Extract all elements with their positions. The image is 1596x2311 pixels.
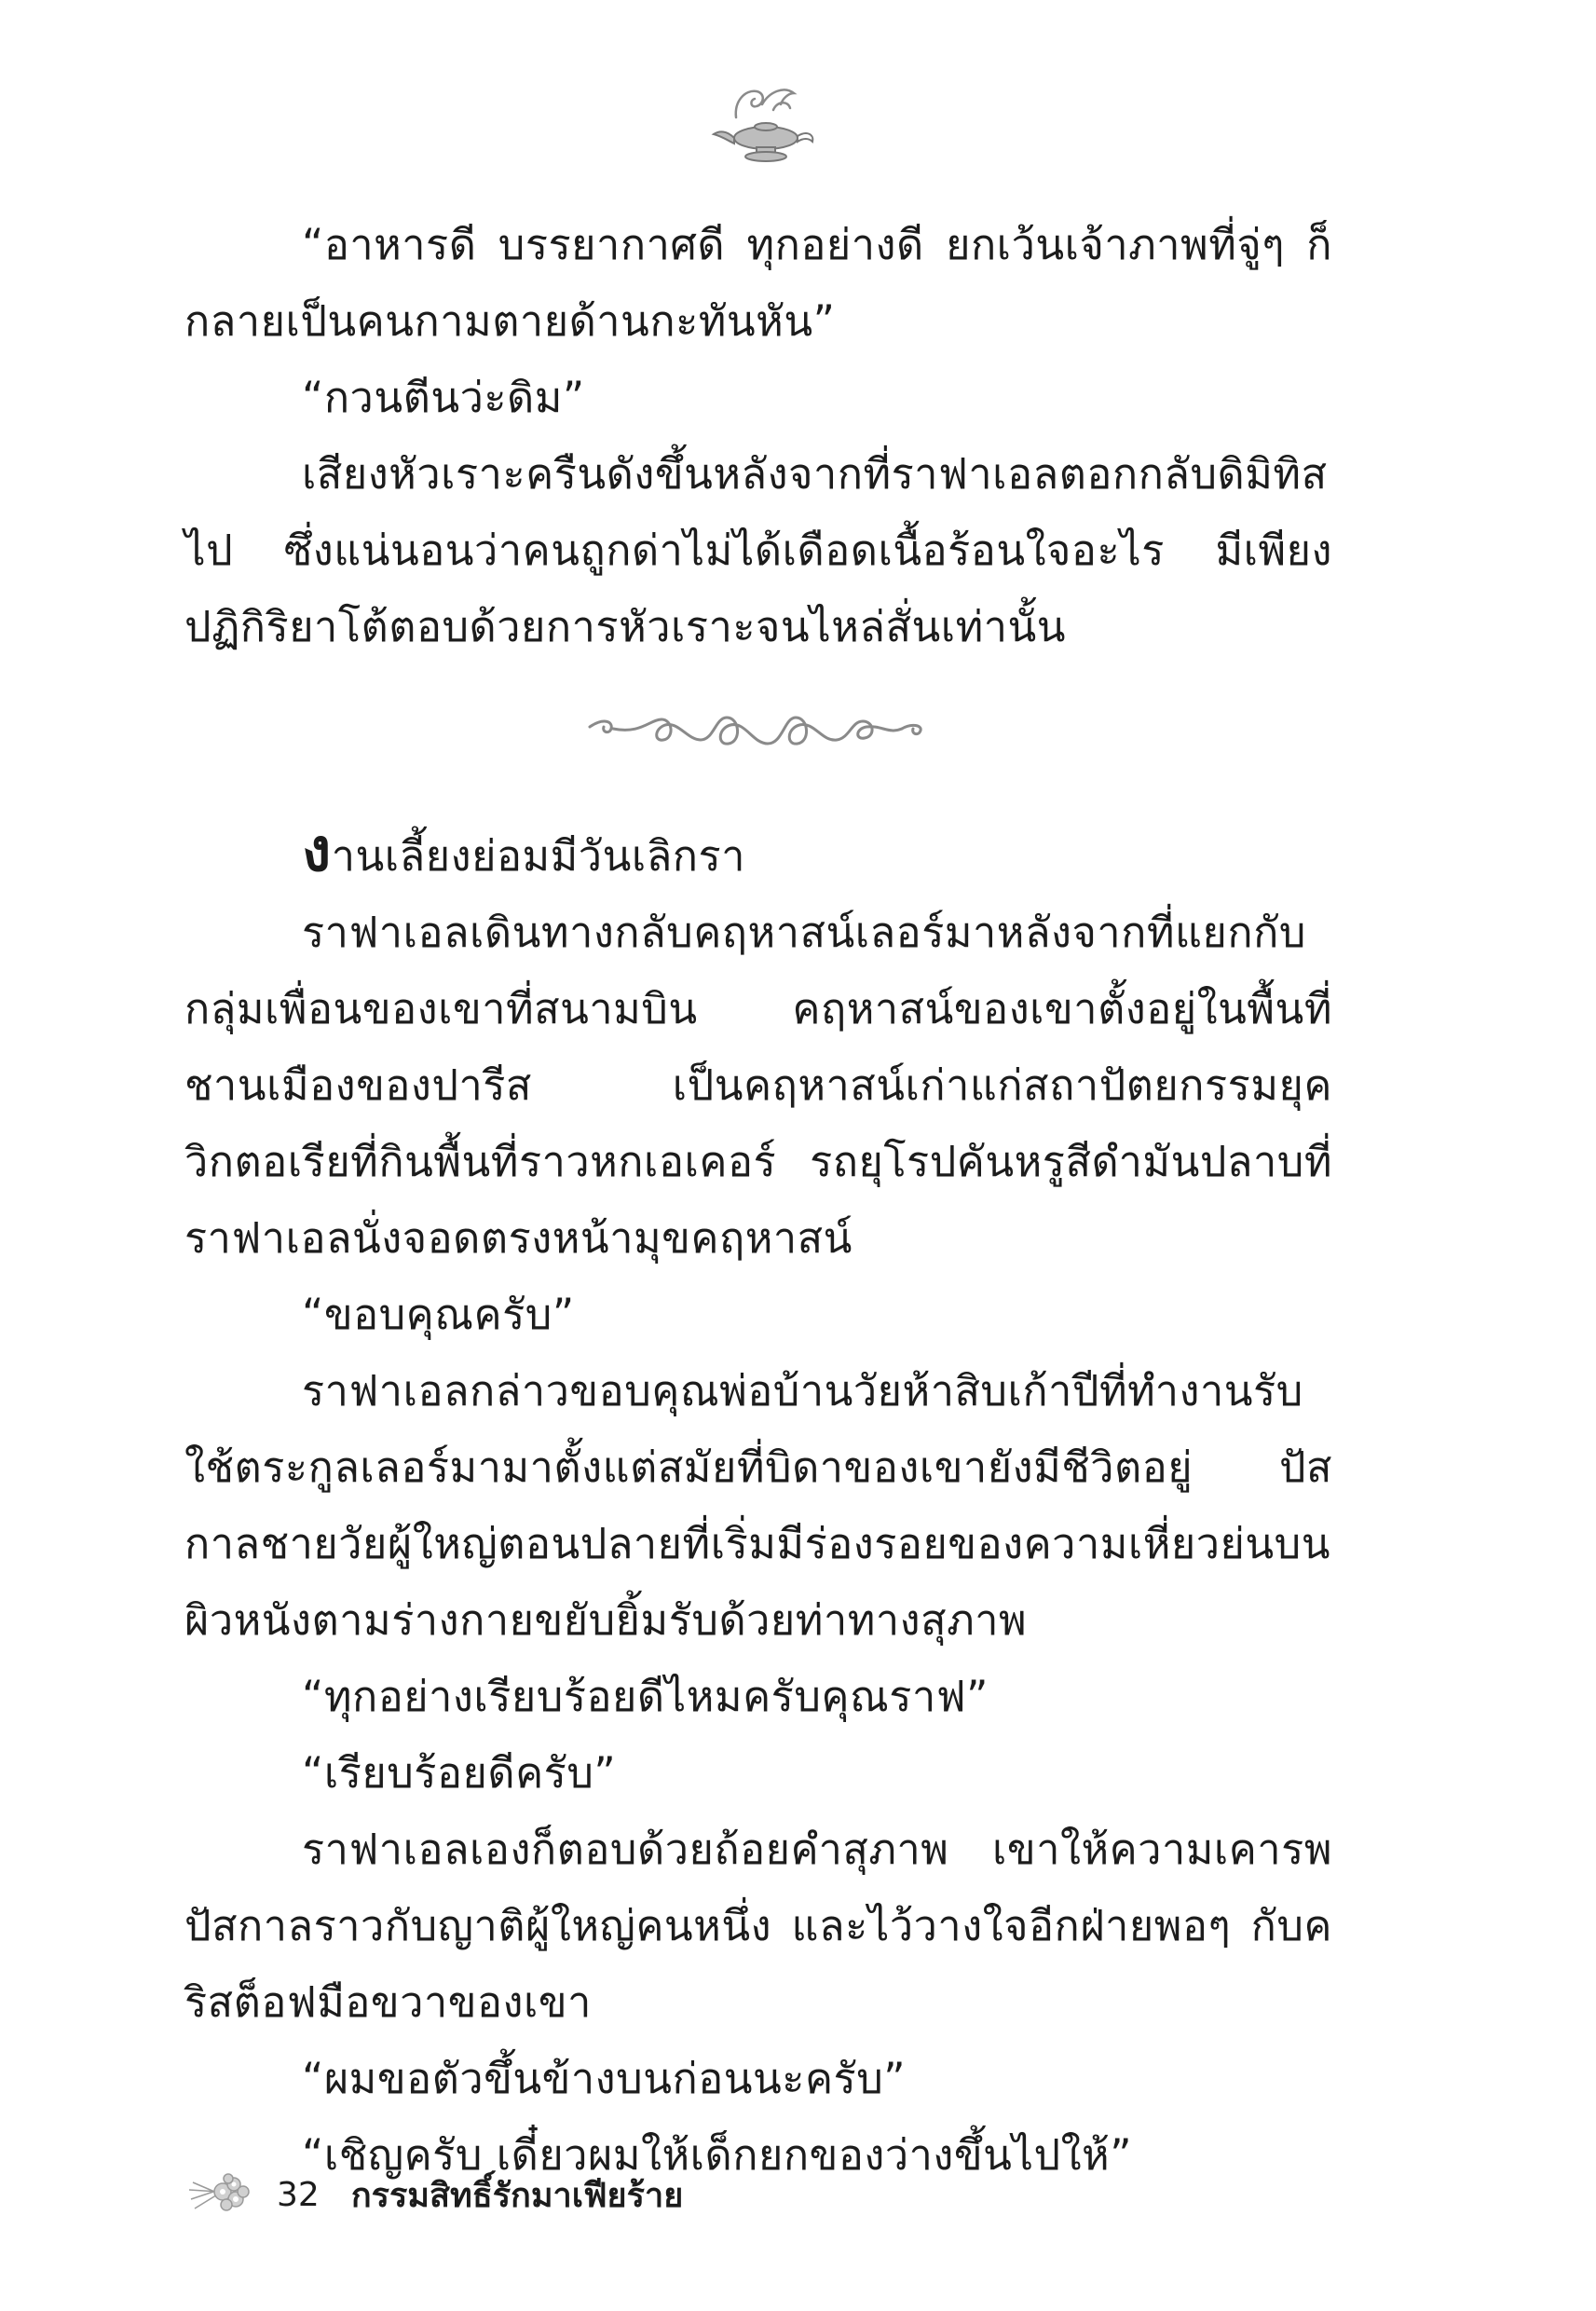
paragraph: ราฟาเอลเดินทางกลับคฤหาสน์เลอร์มาหลังจากที่แยกกับกลุ่มเพื่อนของเขาที่สนามบิน คฤหาสน์ของเขาตั้งอยู่ในพื้นที่ชานเมืองของปารีส เป็นคฤหาสน์เก่าแก่สถาปัตยกรรมยุควิกตอเรียที่กินพื้นที่ราวหกเอเคอร์ รถยุโรปคันหรูสีดำมันปลาบที่ราฟาเอลนั่งจอดตรงหน้ามุขคฤหาสน์ — [184, 908, 1332, 1263]
paragraph: “ผมขอตัวขึ้นข้างบนก่อนนะครับ” — [302, 2054, 907, 2103]
page-number: 32 — [277, 2175, 320, 2214]
drop-cap: ง — [302, 816, 332, 885]
top-text-block — [184, 207, 1332, 665]
bottom-text-block — [184, 818, 1332, 2194]
book-title: กรรมสิทธิ์รักมาเฟียร้าย — [350, 2176, 684, 2215]
swirl-divider-icon — [585, 701, 930, 757]
paragraph: ราฟาเอลเองก็ตอบด้วยถ้อยคำสุภาพ เขาให้ความเคารพปัสกาลราวกับญาติผู้ใหญ่คนหนึ่ง และไว้วางใจอีกฝ่ายพอๆ กับคริสต็อฟมือขวาของเขา — [184, 1825, 1332, 2027]
paragraph: “เชิญครับ เดี๋ยวผมให้เด็กยกของว่างขึ้นไปให้” — [302, 2130, 1133, 2180]
section-opening — [184, 818, 1332, 895]
paragraph: “ทุกอย่างเรียบร้อยดีไหมครับคุณราฟ” — [302, 1672, 989, 1721]
paragraph: “อาหารดี บรรยากาศดี ทุกอย่างดี ยกเว้นเจ้าภาพที่จู่ๆ ก็กลายเป็นคนกามตายด้านกะทันหัน” — [184, 220, 1332, 346]
section-opening-text: านเลี้ยงย่อมมีวันเลิกรา — [331, 831, 745, 881]
page-footer — [182, 2162, 927, 2227]
genie-lamp-icon — [708, 73, 820, 166]
paragraph: “เรียบร้อยดีครับ” — [302, 1748, 617, 1798]
paragraph: ราฟาเอลกล่าวขอบคุณพ่อบ้านวัยห้าสิบเก้าปีที่ทำงานรับใช้ตระกูลเลอร์มามาตั้งแต่สมัยที่บิดาของเขายังมีชีวิตอยู่ ปัสกาลชายวัยผู้ใหญ่ตอนปลายที่เริ่มมีร่องรอยของความเหี่ยวย่นบนผิวหนังตามร่างกายขยับยิ้มรับด้วยท่าทางสุภาพ — [184, 1366, 1332, 1645]
paragraph: “ขอบคุณครับ” — [302, 1290, 575, 1339]
paragraph: เสียงหัวเราะครืนดังขึ้นหลังจากที่ราฟาเอลตอกกลับดิมิทิสไป ซึ่งแน่นอนว่าคนถูกด่าไม่ได้เดือดเนื้อร้อนใจอะไร มีเพียงปฏิกิริยาโต้ตอบด้วยการหัวเราะจนไหล่สั่นเท่านั้น — [184, 449, 1332, 651]
flower-bouquet-icon — [182, 2162, 256, 2227]
paragraph: “กวนตีนว่ะดิม” — [302, 373, 585, 422]
